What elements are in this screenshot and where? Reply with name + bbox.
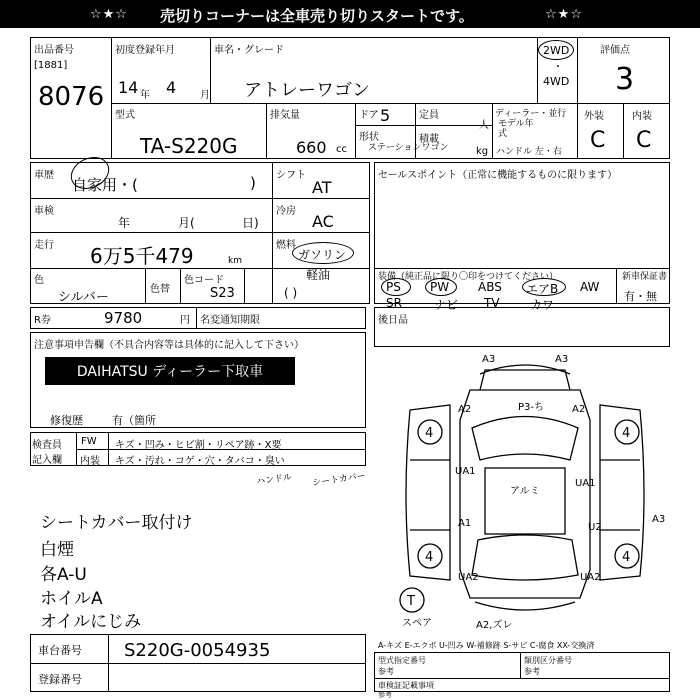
equip-label: 装備（純正品に限り〇印をつけてください）	[378, 272, 559, 282]
stars-right: ☆★☆	[545, 6, 583, 22]
checker-int: 内装	[80, 456, 100, 467]
repair-value: 有（箇所	[112, 414, 156, 427]
int-label: 内装	[632, 111, 652, 122]
capacity-unit: 人	[479, 120, 489, 131]
mark-ua2-right: UA2	[580, 572, 601, 583]
equip-abs: ABS	[478, 280, 502, 294]
car-hood	[480, 370, 570, 390]
checker-fw: FW	[81, 436, 97, 447]
notes-label: 注意事項申告欄（不具合内容等は具体的に記入して下さい）	[34, 340, 304, 351]
usage-value: 自家用・(	[72, 176, 138, 194]
car-roof	[485, 468, 565, 534]
dealer-label: ディーラー・並行	[495, 109, 567, 119]
footer-ref-3: 参考	[378, 691, 392, 699]
after-label: 後日品	[378, 315, 408, 326]
footer-cert-label: 車検証記載事項	[378, 681, 434, 690]
load-label: 積載	[419, 134, 439, 145]
color-label: 色	[34, 275, 44, 286]
sales-block	[374, 162, 670, 304]
equip-pw: PW	[430, 280, 450, 294]
shift-label: シフト	[276, 170, 306, 181]
color-change-label: 色替	[150, 284, 170, 295]
load-unit: kg	[476, 146, 489, 157]
model-value: TA-S220G	[140, 134, 238, 158]
capacity-label: 定員	[419, 110, 439, 121]
fuel-other: ( )	[284, 286, 298, 300]
mark-a3-top-right: A3	[555, 354, 569, 365]
mark-p3: P3-ち	[518, 402, 545, 413]
mark-aluminum: アルミ	[510, 486, 540, 497]
ac-label: 冷房	[276, 206, 296, 217]
disp-unit: cc	[336, 144, 347, 155]
car-name: アトレーワゴン	[244, 80, 370, 101]
stars-left: ☆★☆	[90, 6, 128, 22]
tire-rl-score: 4	[425, 550, 434, 565]
equip-airbag-circle	[522, 278, 566, 296]
manual-label: 新車保証書	[622, 272, 668, 282]
lot-bracket: [1881]	[34, 60, 68, 71]
inspection-year: 年	[118, 216, 131, 230]
mark-a3-right: A3	[652, 514, 666, 525]
drive-2wd: 2WD	[543, 44, 570, 57]
reg-month-unit: 月	[200, 90, 210, 101]
tire-fr-score: 4	[622, 426, 631, 441]
mark-spare-t: T	[407, 594, 415, 609]
checker-int-items: キズ・汚れ・コゲ・穴・タバコ・臭い	[115, 456, 285, 467]
chassis-value: S220G-0054935	[124, 640, 271, 661]
fuel-circle	[292, 242, 354, 264]
remark-3: 各A-U	[40, 565, 87, 585]
equip-ps: PS	[386, 280, 401, 294]
lot-label: 出品番号	[34, 45, 74, 56]
reg-year: 14	[118, 78, 139, 97]
mark-a3-top-left: A3	[482, 354, 496, 365]
checker-label-2: 記入欄	[32, 455, 62, 466]
equip-airbag: エアB	[526, 282, 559, 296]
notice-label: 名変通知期限	[200, 315, 260, 326]
car-rear-window	[472, 535, 578, 580]
color-value: シルバー	[58, 290, 109, 305]
mark-a2-front-left: A2	[458, 404, 472, 415]
footer-ref-2: 参考	[524, 667, 540, 676]
mark-a2-front-right: A2	[572, 404, 586, 415]
mark-ua1-right: UA1	[575, 478, 596, 489]
mark-a2-rear: A2,ズレ	[476, 620, 513, 631]
equip-tv: TV	[484, 296, 500, 310]
score-label: 評価点	[600, 45, 630, 56]
tire-rr-score: 4	[622, 550, 631, 565]
recycle-label: R券	[34, 315, 51, 326]
mark-ua2-left: UA2	[458, 572, 479, 583]
ac-value: AC	[312, 212, 334, 231]
doors-label: ドア	[359, 110, 379, 121]
ext-label: 外装	[584, 111, 604, 122]
repair-label: 修復歴	[50, 414, 83, 427]
reg-label: 初度登録年月	[115, 45, 175, 56]
equip-ps-circle	[381, 278, 411, 296]
equip-aw: AW	[580, 280, 600, 294]
footer-ref-1: 参考	[378, 667, 394, 676]
damage-legend: A-キズ E-エクボ U-凹み W-補修跡 S-サビ C-腐食 XX-交換済	[378, 641, 595, 650]
model-label: 型式	[115, 110, 135, 121]
footer-type-label: 型式指定番号	[378, 656, 426, 665]
header-banner	[0, 0, 700, 28]
handle-label: ハンドル 左・右	[496, 147, 562, 157]
reg-month: 4	[166, 78, 177, 97]
drive-dot: ・	[553, 62, 563, 73]
mileage-value: 6万5千479	[90, 244, 194, 268]
mileage-label: 走行	[34, 240, 54, 251]
tire-fl-score: 4	[425, 426, 434, 441]
int-grade: C	[636, 128, 652, 153]
car-label: 車名・グレード	[214, 45, 284, 56]
model-year-label: モデル年式	[498, 119, 534, 139]
shift-value: AT	[312, 178, 332, 197]
rear-bumper	[475, 602, 575, 610]
car-damage-diagram	[380, 350, 670, 635]
remark-5: オイルにじみ	[40, 612, 142, 632]
color-code: S23	[210, 286, 235, 301]
remark-4: ホイルA	[40, 589, 103, 609]
banner-text: 売切りコーナーは全車売り切りスタートです。	[160, 7, 474, 25]
usage-label: 車歴	[34, 170, 54, 181]
inspection-label: 車検	[34, 206, 54, 217]
manual-value: 有・無	[624, 290, 657, 303]
checker-fw-items: キズ・凹み・ヒビ割・リペア跡・X要	[115, 440, 282, 451]
drive-circle	[538, 40, 574, 60]
fuel-label: 燃料	[276, 240, 296, 251]
disp-value: 660	[296, 138, 327, 157]
mark-u2-right: U2	[588, 522, 602, 533]
remark-2: 白煙	[40, 540, 74, 560]
recycle-block	[30, 307, 366, 329]
dealer-tradein-label: DAIHATSU ディーラー下取車	[45, 357, 295, 385]
recycle-value: 9780	[104, 309, 143, 327]
doors-value: 5	[380, 106, 391, 125]
drive-4wd: 4WD	[543, 75, 570, 88]
inspection-day: 日)	[242, 216, 259, 230]
mark-a1-left: A1	[458, 518, 472, 529]
mark-spare-label: スペア	[402, 618, 432, 629]
checker-label-1: 検査員	[32, 440, 62, 451]
score-value: 3	[615, 62, 635, 97]
usage-close: )	[250, 174, 256, 192]
footer-class-label: 類別区分番号	[524, 656, 572, 665]
fuel-gas: ガソリン	[298, 248, 347, 262]
color-code-label: 色コード	[184, 275, 224, 286]
registration-label: 登録番号	[38, 673, 82, 686]
equip-leather: カワ	[530, 298, 555, 312]
mileage-unit: km	[228, 256, 242, 266]
equip-pw-circle	[425, 278, 457, 296]
fuel-diesel: 軽油	[306, 268, 331, 282]
disp-label: 排気量	[270, 110, 300, 121]
mark-ua1-left: UA1	[455, 466, 476, 477]
shape-value: ステーションワゴン	[368, 143, 449, 153]
equip-sr: SR	[386, 296, 402, 310]
after-block	[374, 307, 670, 347]
checker-hw-seatcover: シートカバー	[311, 471, 367, 489]
reg-year-unit: 年	[140, 90, 150, 101]
remark-1: シートカバー取付け	[40, 513, 193, 533]
car-windshield	[472, 417, 578, 461]
equip-navi: ナビ	[434, 298, 459, 312]
ext-grade: C	[590, 128, 606, 153]
chassis-label: 車台番号	[38, 644, 82, 657]
lot-number: 8076	[38, 82, 105, 112]
recycle-unit: 円	[180, 315, 190, 326]
sales-label: セールスポイント（正常に機能するものに限ります）	[378, 170, 618, 181]
shape-label: 形状	[359, 132, 379, 143]
inspection-month: 月(	[178, 216, 195, 230]
checker-hw-handle: ハンドル	[255, 472, 293, 488]
